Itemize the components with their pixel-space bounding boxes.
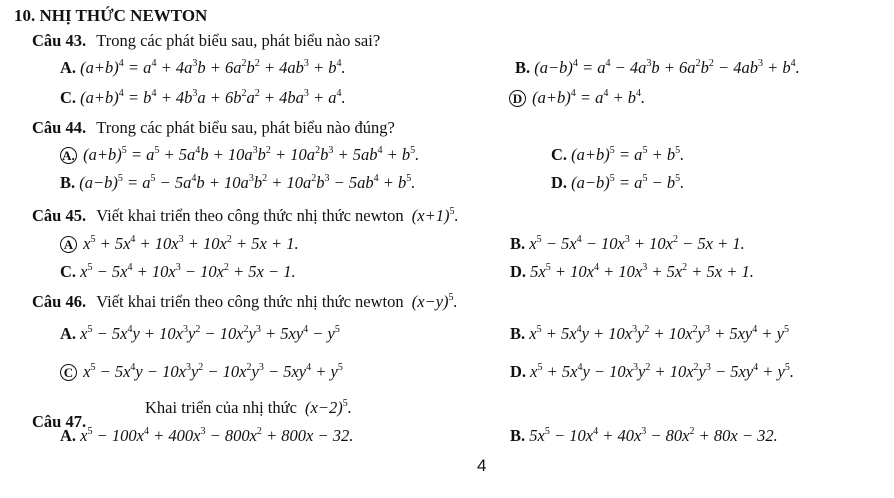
question-45 bbox=[32, 206, 459, 226]
selected-answer-circle: C bbox=[60, 364, 77, 381]
math-expression: $5x^5 - 10x^4 + 40x^3 - 80x^2 + 80x - 32$. bbox=[529, 426, 778, 445]
question-46 bbox=[32, 292, 458, 312]
math-expression: $(x+1)^5$. bbox=[411, 206, 459, 225]
math-expression: $(a+b)^5 = a^5 + b^5$. bbox=[571, 145, 685, 164]
math-expression: $(a+b)^4 = a^4 + b^4$. bbox=[532, 88, 646, 107]
question-43 bbox=[32, 31, 380, 51]
math-expression: $x^5 + 5x^4y + 10x^3y^2 + 10x^2y^3 + 5xy^4 + y^5$ bbox=[529, 324, 789, 343]
math-expression: $x^5 - 5x^4y - 10x^3y^2 - 10x^2y^3 - 5xy^4 + y^5$ bbox=[83, 362, 343, 381]
math-expression: $(a-b)^5 = a^5 - b^5$. bbox=[571, 173, 685, 192]
question-prompt: Viết khai triển theo công thức nhị thức newton bbox=[96, 206, 404, 225]
section-title: 10. NHỊ THỨC NEWTON bbox=[14, 6, 208, 25]
math-expression: $(x-y)^5$. bbox=[411, 292, 458, 311]
math-expression: $(a+b)^4 = a^4 + 4a^3b + 6a^2b^2 + 4ab^3 + b^4$. bbox=[80, 58, 346, 77]
selected-answer-circle: A bbox=[60, 236, 77, 253]
option-44-a[interactable] bbox=[60, 145, 419, 165]
option-46-b[interactable]: B. $x^5 + 5x^4y + 10x^3y^2 + 10x^2y^3 + 5xy^4 + y^5$ bbox=[510, 324, 789, 343]
math-expression: $(a-b)^4 = a^4 - 4a^3b + 6a^2b^2 - 4ab^3 + b^4$. bbox=[534, 58, 800, 77]
option-46-d[interactable]: D. $x^5 + 5x^4y - 10x^3y^2 + 10x^2y^3 - 5xy^4 + y^5$. bbox=[510, 362, 794, 381]
math-expression: $(x-2)^5$. bbox=[305, 398, 352, 417]
question-47-prompt bbox=[145, 398, 352, 418]
option-43-c[interactable]: C. $(a+b)^4 = b^4 + 4b^3a + 6b^2a^2 + 4ba^3 + a^4$. bbox=[60, 88, 346, 107]
math-expression: $(a-b)^5 = a^5 - 5a^4b + 10a^3b^2 + 10a^2b^3 - 5ab^4 + b^5$. bbox=[79, 173, 416, 192]
option-43-a[interactable]: A. $(a+b)^4 = a^4 + 4a^3b + 6a^2b^2 + 4ab^3 + b^4$. bbox=[60, 58, 346, 77]
option-45-b[interactable]: B. $x^5 - 5x^4 - 10x^3 + 10x^2 - 5x + 1$. bbox=[510, 234, 745, 253]
math-expression: $x^5 - 100x^4 + 400x^3 - 800x^2 + 800x - 32$. bbox=[80, 426, 354, 445]
question-label: Câu 46. bbox=[32, 292, 87, 311]
option-44-d[interactable]: D. $(a-b)^5 = a^5 - b^5$. bbox=[551, 173, 685, 192]
math-expression: $x^5 - 5x^4y + 10x^3y^2 - 10x^2y^3 + 5xy^4 - y^5$ bbox=[80, 324, 340, 343]
option-45-a[interactable] bbox=[60, 234, 299, 254]
question-prompt: Khai triển của nhị thức bbox=[145, 398, 297, 417]
math-expression: $x^5 - 5x^4 - 10x^3 + 10x^2 - 5x + 1$. bbox=[529, 234, 745, 253]
selected-answer-circle: D bbox=[509, 90, 526, 107]
question-prompt: Trong các phát biểu sau, phát biểu nào sai? bbox=[96, 31, 381, 50]
math-expression: $x^5 - 5x^4 + 10x^3 - 10x^2 + 5x - 1$. bbox=[80, 262, 296, 281]
option-45-d[interactable]: D. $5x^5 + 10x^4 + 10x^3 + 5x^2 + 5x + 1$. bbox=[510, 262, 754, 281]
question-label-47: Câu 47. bbox=[32, 412, 87, 431]
math-expression: $x^5 + 5x^4 + 10x^3 + 10x^2 + 5x + 1$. bbox=[83, 234, 299, 253]
math-expression: $5x^5 + 10x^4 + 10x^3 + 5x^2 + 5x + 1$. bbox=[530, 262, 754, 281]
selected-answer-circle: A. bbox=[60, 147, 77, 164]
option-43-b[interactable]: B. $(a-b)^4 = a^4 - 4a^3b + 6a^2b^2 - 4ab^3 + b^4$. bbox=[515, 58, 800, 77]
question-label: Câu 45. bbox=[32, 206, 87, 225]
question-prompt: Trong các phát biểu sau, phát biểu nào đúng? bbox=[96, 118, 395, 137]
math-expression: $(a+b)^5 = a^5 + 5a^4b + 10a^3b^2 + 10a^2b^3 + 5ab^4 + b^5$. bbox=[83, 145, 420, 164]
option-44-b[interactable]: B. $(a-b)^5 = a^5 - 5a^4b + 10a^3b^2 + 10a^2b^3 - 5ab^4 + b^5$. bbox=[60, 173, 416, 192]
question-44 bbox=[32, 118, 395, 138]
question-label: Câu 44. bbox=[32, 118, 87, 137]
math-expression: $(a+b)^4 = b^4 + 4b^3a + 6b^2a^2 + 4ba^3 + a^4$. bbox=[80, 88, 346, 107]
math-expression: $x^5 + 5x^4y - 10x^3y^2 + 10x^2y^3 - 5xy^4 + y^5$. bbox=[530, 362, 794, 381]
option-44-c[interactable]: C. $(a+b)^5 = a^5 + b^5$. bbox=[551, 145, 685, 164]
option-45-c[interactable]: C. $x^5 - 5x^4 + 10x^3 - 10x^2 + 5x - 1$. bbox=[60, 262, 296, 281]
page-number: 4 bbox=[477, 456, 487, 475]
question-label: Câu 43. bbox=[32, 31, 87, 50]
option-46-a[interactable]: A. $x^5 - 5x^4y + 10x^3y^2 - 10x^2y^3 + 5xy^4 - y^5$ bbox=[60, 324, 340, 343]
question-prompt: Viết khai triển theo công thức nhị thức newton bbox=[96, 292, 404, 311]
option-43-d[interactable] bbox=[509, 88, 645, 108]
option-47-a[interactable]: A. $x^5 - 100x^4 + 400x^3 - 800x^2 + 800x - 32$. bbox=[60, 426, 354, 445]
option-46-c[interactable] bbox=[60, 362, 343, 382]
option-47-b[interactable]: B. $5x^5 - 10x^4 + 40x^3 - 80x^2 + 80x - 32$. bbox=[510, 426, 778, 445]
